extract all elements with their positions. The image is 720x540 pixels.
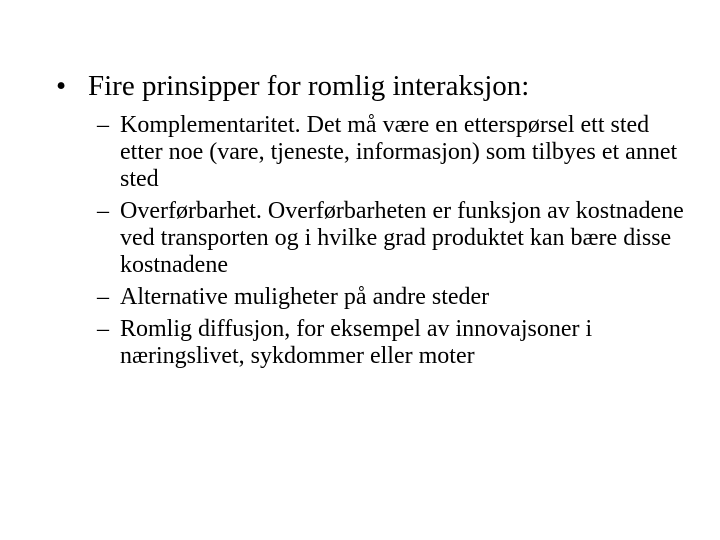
main-bullet: [56, 66, 696, 106]
main-bullet-text: Fire prinsipper for romlig interaksjon:: [88, 70, 530, 102]
dash-marker: –: [97, 316, 109, 342]
bullet-marker: •: [56, 70, 67, 102]
sub-bullet-item: [97, 112, 697, 193]
sub-bullet-text: Romlig diffusjon, for eksempel av innovajsoner i næringslivet, sykdommer eller moter: [120, 316, 593, 369]
dash-marker: –: [97, 198, 109, 224]
sub-bullet-list: [97, 112, 697, 375]
dash-marker: –: [97, 112, 109, 138]
sub-bullet-item: [97, 284, 697, 311]
sub-bullet-text: Komplementaritet. Det må være en etterspørsel ett sted etter noe (vare, tjeneste, informasjon) som tilbyes et annet sted: [120, 112, 678, 192]
sub-bullet-item: [97, 198, 697, 279]
sub-bullet-text: Alternative muligheter på andre steder: [120, 284, 490, 310]
sub-bullet-text: Overførbarhet. Overførbarheten er funksjon av kostnadene ved transporten og i hvilke grad produktet kan bære disse kostnadene: [120, 198, 684, 278]
sub-bullet-item: [97, 316, 697, 370]
dash-marker: –: [97, 284, 109, 310]
